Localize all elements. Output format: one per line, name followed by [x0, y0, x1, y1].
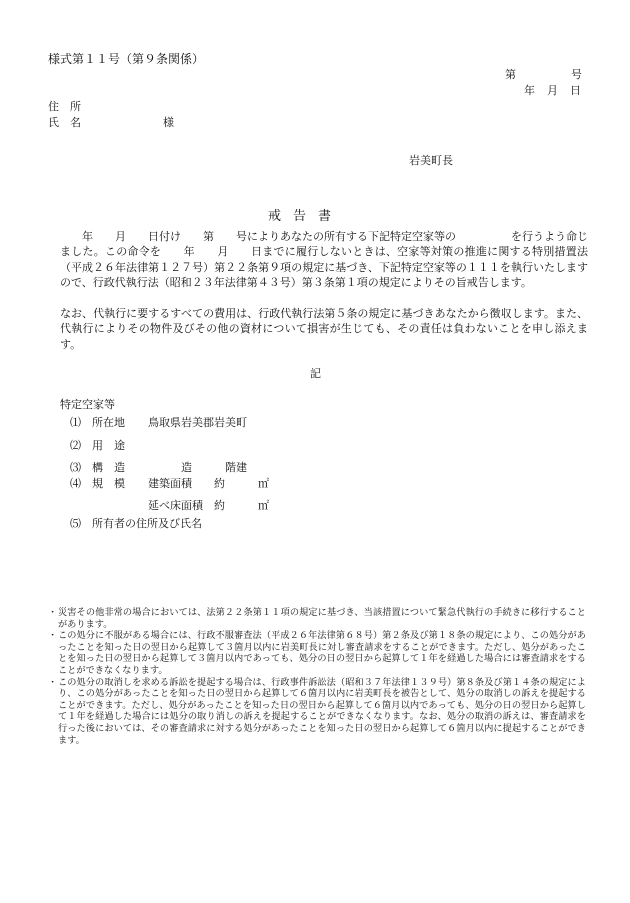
- note-text: この処分に不服がある場合には、行政不服審査法（平成２６年法律第６８号）第２条及び第１８条の規定により、この処分があったことを知った日の翌日から起算して３箇月以内に岩美町長に対し審査請求をすることができます。ただし、処分があったことを知った日の翌日から起算して３箇月以内であっても、処分の日の翌日から起算して１年を経過した場合には審査請求をすることができなくなります。: [58, 630, 586, 676]
- note-appeal: [48, 630, 586, 676]
- item-value: 延べ床面積 約 ㎡: [148, 499, 269, 512]
- item-value: 建築面積 約 ㎡: [148, 477, 269, 490]
- form-number: 様式第１１号（第９条関係）: [48, 52, 205, 66]
- document-number-label: 第: [505, 68, 516, 81]
- document-title: 戒告書: [268, 209, 344, 224]
- date-month: 月: [547, 84, 558, 97]
- address-label: 住 所: [48, 100, 81, 113]
- note-bullet: ・: [48, 607, 58, 618]
- document-number-suffix: 号: [571, 68, 582, 81]
- note-emergency: [48, 607, 586, 630]
- item-number: ⑷: [70, 477, 81, 490]
- note-bullet: ・: [48, 676, 58, 688]
- item-label: 用 途: [92, 439, 125, 452]
- item-value: 鳥取県岩美郡岩美町: [148, 416, 247, 429]
- notes: [48, 607, 586, 746]
- item-value: 造 階建: [148, 461, 247, 474]
- note-bullet: ・: [48, 630, 58, 642]
- item-label: 所有者の住所及び氏名: [92, 517, 202, 530]
- body-paragraph-1: 年 月 日付け 第 号によりあなたの所有する下記特定空家等の を行うよう命じました。この命令を 年 月 日までに履行しないときは、空家等対策の推進に関する特別措置法（平成２６年法律第１２７号）第２２条第９項の規定に基づき、下記特定空家等の１１１を執行いたしますので、行政代執行法（昭和２３年法律第４３号）第３条第１項の規定によりその旨戒告します。: [60, 230, 588, 290]
- property-heading: 特定空家等: [60, 398, 115, 411]
- item-label: 規 模: [92, 477, 125, 490]
- ki-heading: 記: [310, 367, 321, 380]
- body-paragraph-2: なお、代執行に要するすべての費用は、行政代執行法第５条の規定に基づきあなたから徴収します。また、代執行によりその物件及びその他の資材について損害が生じても、その責任は負わないことを申し添えます。: [60, 307, 588, 351]
- name-label: 氏 名: [48, 116, 81, 129]
- item-label: 構 造: [92, 461, 125, 474]
- name-honorific: 様: [163, 116, 174, 129]
- note-lawsuit: [48, 677, 586, 747]
- note-text: この処分の取消しを求める訴訟を提起する場合は、行政事件訴訟法（昭和３７年法律１３９号）第８条及び第１４条の規定により、この処分があったことを知った日の翌日から起算して６箇月以内に岩美町長を被告として、処分の取消しの訴えを提起することができます。ただし、処分があったことを知った日の翌日から起算して６箇月以内であっても、処分の日の翌日から起算して１年を経過した場合には処分の取り消しの訴えを提起することができなくなります。なお、処分の取消の訴えは、審査請求を行った後においては、その審査請求に対する処分があったことを知った日の翌日から起算して６箇月以内に提起することができます。: [58, 676, 586, 746]
- date-year: 年: [524, 84, 535, 97]
- item-number: ⑵: [70, 439, 81, 452]
- item-number: ⑸: [70, 517, 81, 530]
- note-text: 災害その他非常の場合においては、法第２２条第１１項の規定に基づき、当該措置について緊急代執行の手続きに移行することがあります。: [58, 607, 586, 630]
- item-number: ⑶: [70, 461, 81, 474]
- item-label: 所在地: [92, 416, 125, 429]
- issuer: 岩美町長: [409, 154, 453, 167]
- date-day: 日: [570, 84, 581, 97]
- item-number: ⑴: [70, 416, 81, 429]
